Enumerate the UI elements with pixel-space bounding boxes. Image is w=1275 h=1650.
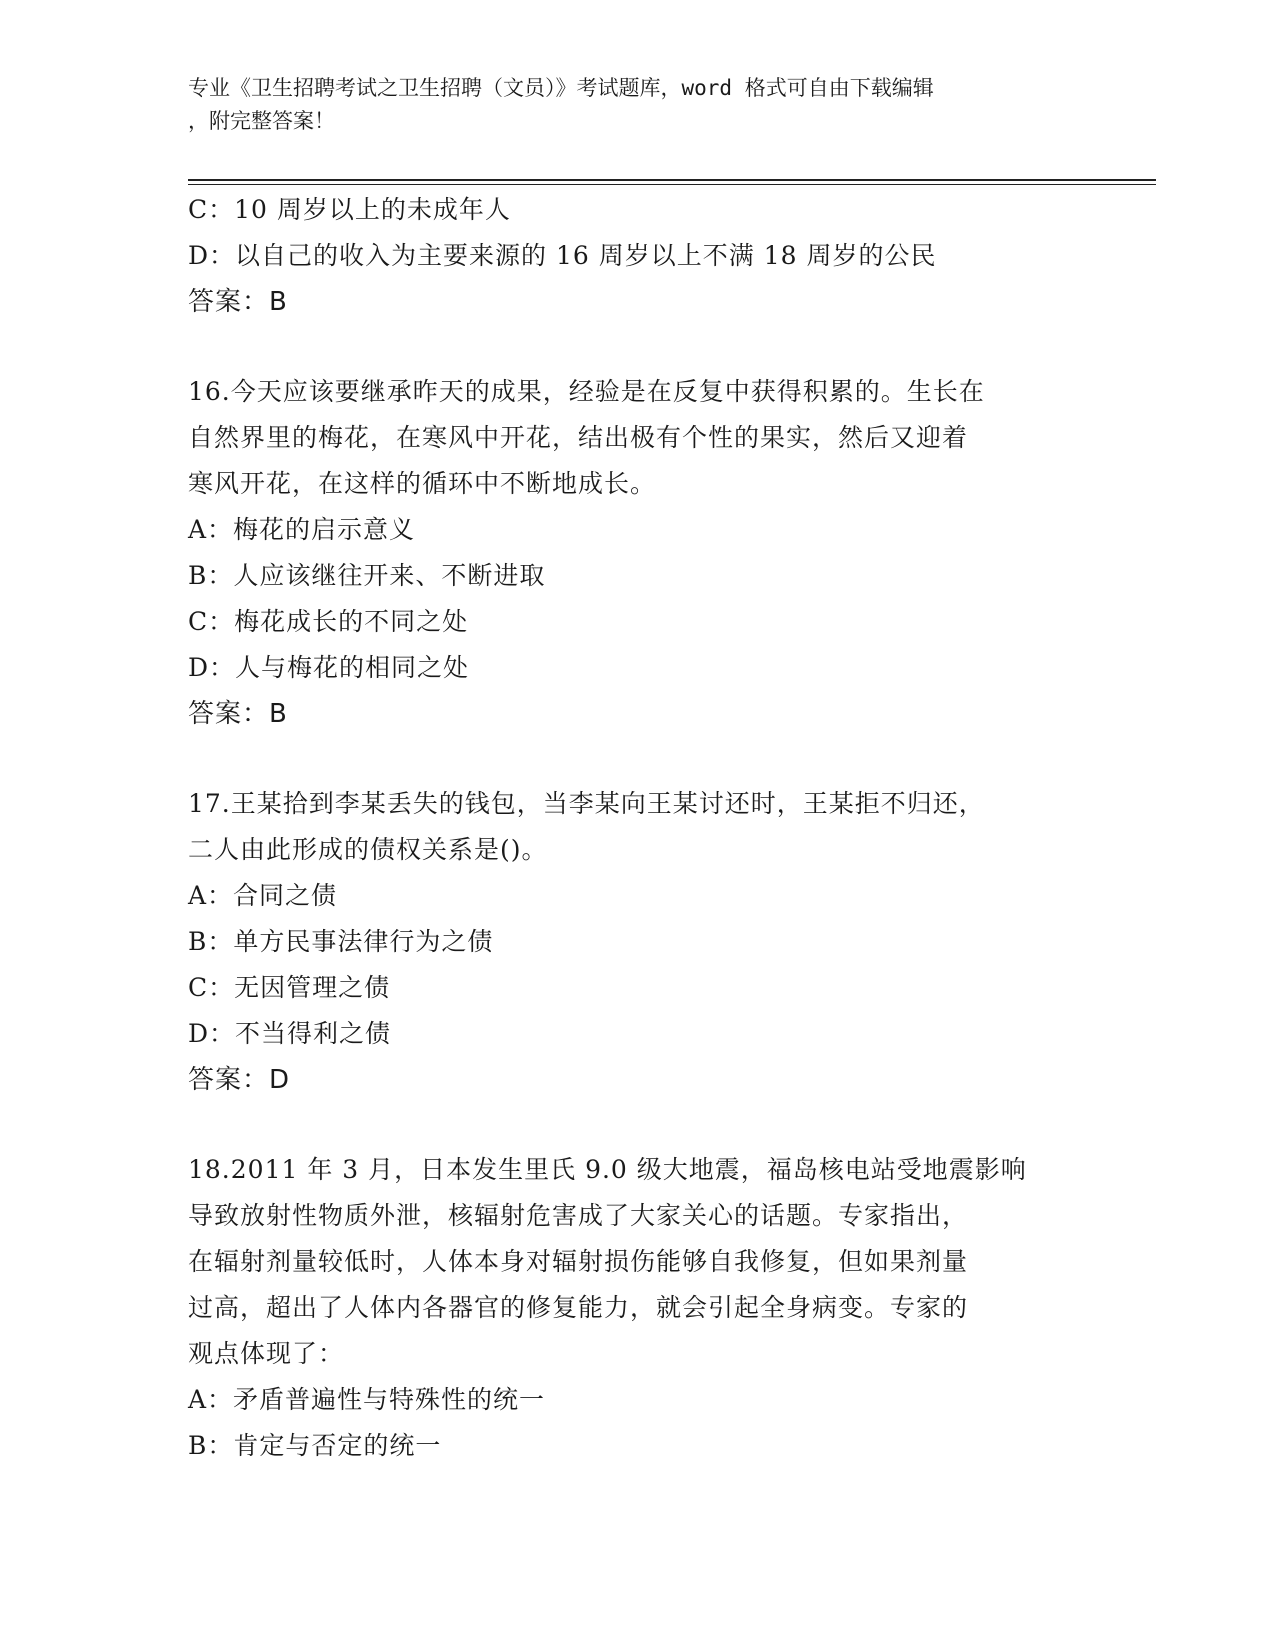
question-text-line: 二人由此形成的债权关系是()。 <box>188 835 548 864</box>
option-d: D：不当得利之债 <box>188 1019 392 1048</box>
answer-line: 答案：B <box>188 287 288 317</box>
question-text-line: 过高，超出了人体内各器官的修复能力，就会引起全身病变。专家的 <box>188 1293 969 1322</box>
option-d: D：人与梅花的相同之处 <box>188 653 470 682</box>
header-line-1: 专业《卫生招聘考试之卫生招聘（文员）》考试题库，word 格式可自由下载编辑 <box>188 76 934 100</box>
option-d: D：以自己的收入为主要来源的 16 周岁以上不满 18 周岁的公民 <box>188 241 937 270</box>
question-content <box>188 187 1088 1469</box>
question-text-line: 在辐射剂量较低时，人体本身对辐射损伤能够自我修复，但如果剂量 <box>188 1247 969 1276</box>
option-a: A：矛盾普遍性与特殊性的统一 <box>188 1385 546 1414</box>
question-text-line: 自然界里的梅花，在寒风中开花，结出极有个性的果实，然后又迎着 <box>188 423 969 452</box>
question-17 <box>188 781 1088 1103</box>
question-text-line: 16.今天应该要继承昨天的成果，经验是在反复中获得积累的。生长在 <box>188 377 985 406</box>
question-text-line: 寒风开花，在这样的循环中不断地成长。 <box>188 469 657 498</box>
option-b: B：人应该继往开来、不断进取 <box>188 561 546 590</box>
option-c: C：梅花成长的不同之处 <box>188 607 469 636</box>
header-divider-thick <box>188 179 1156 181</box>
question-text-line: 17.王某拾到李某丢失的钱包，当李某向王某讨还时，王某拒不归还， <box>188 789 985 818</box>
header-divider-thin <box>188 184 1156 185</box>
answer-line: 答案：D <box>188 1065 291 1095</box>
question-15-tail <box>188 187 1088 325</box>
answer-line: 答案：B <box>188 699 288 729</box>
question-text-line: 导致放射性物质外泄，核辐射危害成了大家关心的话题。专家指出， <box>188 1201 969 1230</box>
option-b: B：肯定与否定的统一 <box>188 1431 442 1460</box>
question-16 <box>188 369 1088 737</box>
header-line-2: ，附完整答案！ <box>188 109 335 133</box>
option-a: A：合同之债 <box>188 881 338 910</box>
document-header <box>188 72 1088 138</box>
question-text-line: 18.2011 年 3 月，日本发生里氏 9.0 级大地震，福岛核电站受地震影响 <box>188 1155 1027 1184</box>
question-text-line: 观点体现了： <box>188 1339 345 1368</box>
option-c: C：10 周岁以上的未成年人 <box>188 195 511 224</box>
option-c: C：无因管理之债 <box>188 973 391 1002</box>
option-a: A：梅花的启示意义 <box>188 515 416 544</box>
option-b: B：单方民事法律行为之债 <box>188 927 494 956</box>
question-18 <box>188 1147 1088 1469</box>
